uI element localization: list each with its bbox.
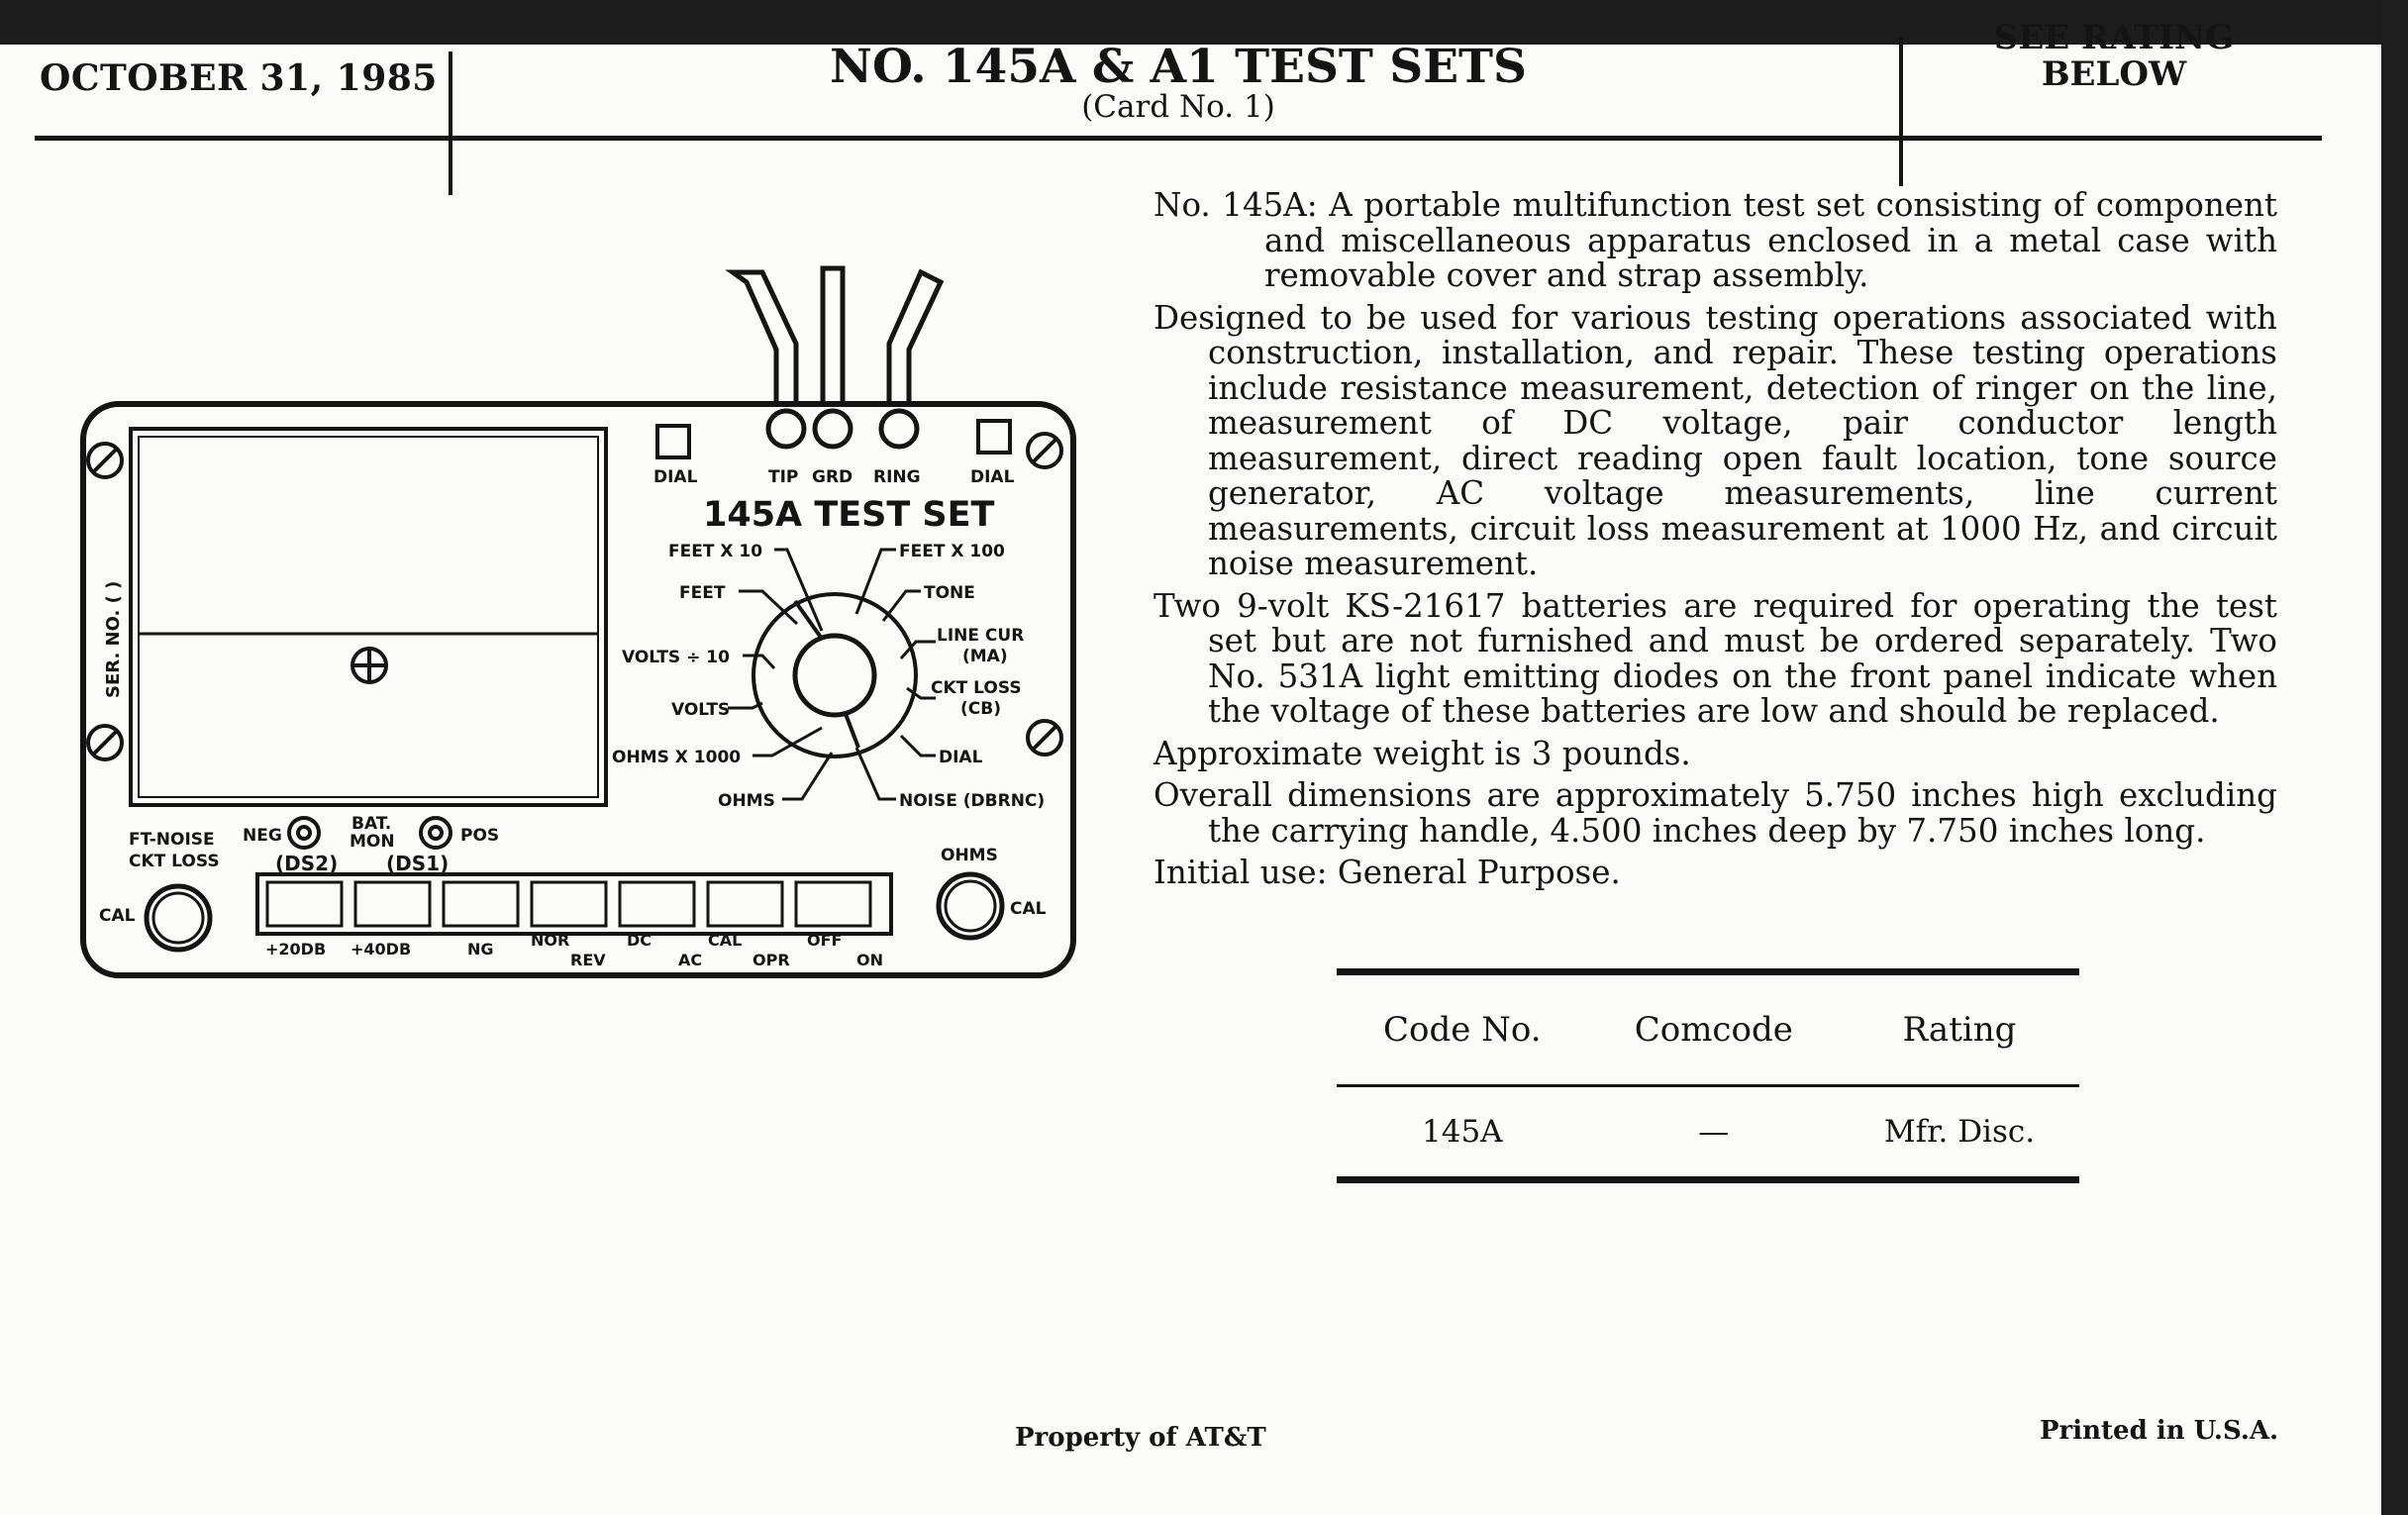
cell-code-no: 145A (1422, 1114, 1503, 1150)
button-label-dc: DC (627, 931, 652, 950)
dial-label-feet-x10: FEET X 10 (668, 542, 763, 561)
label-ckt-loss: CKT LOSS (129, 852, 220, 871)
label-cal-left: CAL (99, 906, 136, 926)
push-button (796, 882, 870, 926)
dial-label-feet: FEET (679, 583, 726, 603)
jack-label-tip: TIP (768, 467, 799, 487)
description-para-3: Two 9-volt KS-21617 batteries are required for operating the test set but are not furnished and must be ordered separately. Two No. 531A light emitting diodes on the front panel indicate when the voltage of these batteries are low and should be replaced. (1154, 586, 2277, 730)
button-label-20db: +20DB (265, 940, 327, 959)
rating-line-2: BELOW (2041, 54, 2187, 94)
dial-label-feet-x100: FEET X 100 (899, 542, 1005, 561)
label-cal-right: CAL (1010, 899, 1047, 919)
label-mon: MON (350, 832, 395, 852)
dial-label-dial: DIAL (939, 748, 983, 767)
button-label-40db: +40DB (351, 940, 412, 959)
page-title: NO. 145A & A1 TEST SETS (830, 40, 1527, 94)
push-button (267, 882, 342, 926)
dial-label-tone: TONE (924, 583, 975, 603)
push-button (708, 882, 782, 926)
rating-line-1: SEE RATING (1993, 18, 2235, 57)
header-divider-left (449, 51, 452, 195)
header-rating-note (1906, 20, 2322, 93)
table-header-row (1337, 972, 2079, 1086)
button-label-cal: CAL (708, 931, 743, 950)
push-button (355, 882, 430, 926)
selector-knob (795, 636, 874, 715)
push-button (620, 882, 694, 926)
dial-label-ma: (MA) (962, 647, 1008, 666)
description-para-2: Designed to be used for various testing operations associated with construction, installation, and repair. These testing operations include resistance measurement, detection of ringer on the line, measurement of DC voltage, pair conductor length measurement, direct reading open fault location, tone source generator, AC voltage measurements, line current measurements, circuit loss measurement at 1000 Hz, and circuit noise measurement. (1154, 298, 2277, 582)
test-set-panel-diagram (69, 252, 1099, 1005)
button-label-ac: AC (678, 951, 703, 969)
table-row (1337, 1086, 2079, 1180)
push-button (444, 882, 518, 926)
label-ft-noise: FT-NOISE (129, 830, 215, 850)
meter-adjust-screw (352, 649, 386, 682)
header-rating: Rating (1902, 1010, 2017, 1050)
jack-label-grd: GRD (812, 467, 853, 487)
label-ds2: (DS2) (275, 852, 339, 875)
label-pos: POS (460, 826, 500, 846)
dial-label-ohms-x1000: OHMS X 1000 (612, 748, 742, 767)
rating-table (1337, 968, 2079, 1183)
cell-comcode: — (1698, 1114, 1730, 1150)
footer-printed: Printed in U.S.A. (2040, 1416, 2279, 1446)
dial-label-ohms: OHMS (718, 791, 775, 811)
header-comcode: Comcode (1634, 1010, 1793, 1050)
footer-property: Property of AT&T (1015, 1423, 1266, 1453)
dial-label-volts: VOLTS (671, 700, 731, 720)
button-label-nor: NOR (531, 931, 570, 950)
dial-label-noise: NOISE (DBRNC) (899, 791, 1046, 811)
description-para-4: Approximate weight is 3 pounds. (1154, 734, 1691, 772)
dial-label-ckt-loss: CKT LOSS (931, 678, 1022, 698)
jack-label-dial-right: DIAL (970, 467, 1015, 487)
description-text (1154, 188, 2277, 898)
jack-label-ring: RING (873, 467, 921, 487)
label-ds1: (DS1) (386, 852, 450, 875)
label-neg: NEG (243, 826, 282, 846)
dial-label-cb: (CB) (960, 699, 1001, 719)
header-code-no: Code No. (1382, 1010, 1542, 1050)
jack-terminals (768, 411, 917, 447)
cell-rating: Mfr. Disc. (1883, 1114, 2036, 1150)
button-label-opr: OPR (752, 951, 790, 969)
dial-label-volts-div10: VOLTS ÷ 10 (622, 648, 730, 667)
label-bat: BAT. (351, 814, 392, 834)
serial-number-label: SER. NO. ( ) (103, 580, 124, 698)
header-date: OCTOBER 31, 1985 (40, 57, 438, 99)
header-divider-right (1899, 38, 1903, 186)
card-number: (Card No. 1) (1081, 89, 1275, 125)
description-para-6: Initial use: General Purpose. (1154, 854, 1621, 891)
push-button (532, 882, 606, 926)
scan-edge (2381, 0, 2408, 1515)
header-rule (35, 136, 2322, 141)
dial-label-line-cur: LINE CUR (937, 626, 1025, 646)
description-para-5: Overall dimensions are approximately 5.750 inches high excluding the carrying handle, 4.500 inches deep by 7.750 inches long. (1154, 776, 2277, 850)
jack-label-dial-left: DIAL (653, 467, 698, 487)
button-label-rev: REV (570, 951, 606, 969)
description-para-1: No. 145A: A portable multifunction test set consisting of component and miscellaneous apparatus enclosed in a metal case with removable cover and strap assembly. (1154, 186, 2277, 294)
button-label-ng: NG (467, 940, 494, 959)
button-label-on: ON (856, 951, 883, 969)
push-buttons (267, 882, 870, 926)
button-label-off: OFF (807, 931, 843, 950)
panel-title: 145A TEST SET (703, 495, 995, 535)
label-ohms: OHMS (941, 846, 998, 865)
